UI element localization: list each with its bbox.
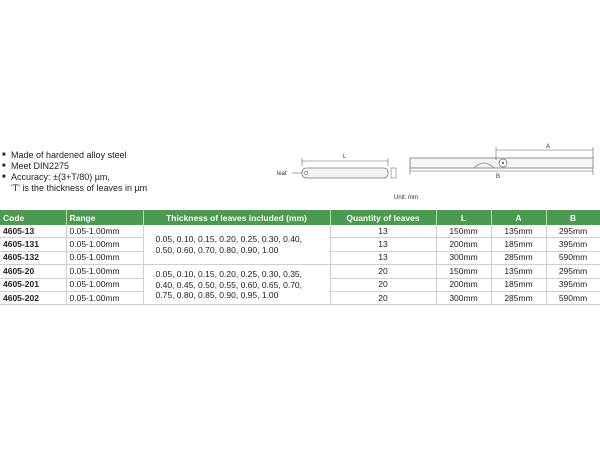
cell-L: 200mm [436,278,491,291]
cell-A: 285mm [491,291,546,304]
header-L: L [436,210,491,225]
dimension-label-B: B [496,174,501,180]
header-quantity: Quantity of leaves [330,210,436,225]
leaf-side-view [277,154,396,178]
cell-thickness-group-2: 0.05, 0.10, 0.15, 0.20, 0.25, 0.30, 0.35, 0.40, 0.45, 0.50, 0.55, 0.60, 0.65, 0.70, 0.75, 0.80, 0.85, 0.90, 0.95, 1.00 [143,265,330,305]
feature-text: Accuracy: ±(3+T/80) µm, [11,172,110,182]
bullet-icon: ■ [2,163,6,169]
cell-quantity: 13 [330,251,436,264]
cell-quantity: 13 [330,225,436,238]
table-row [0,265,600,278]
cell-range: 0.05-1.00mm [66,225,143,238]
dimension-label-L: L [343,154,347,160]
cell-A: 185mm [491,278,546,291]
cell-L: 150mm [436,225,491,238]
cell-A: 185mm [491,238,546,251]
gauge-assembly-view [410,144,593,180]
header-range: Range [66,210,143,225]
cell-L: 200mm [436,238,491,251]
feature-continuation: 'T' is the thickness of leaves in µm [11,183,148,193]
header-thickness: Thickness of leaves included (mm) [143,210,330,225]
feeler-gauge-diagram [0,0,600,210]
bullet-icon: ■ [2,174,6,180]
cell-range: 0.05-1.00mm [66,238,143,251]
leaf-label: leaf [277,171,287,177]
dimension-label-A: A [546,144,551,150]
cell-code: 4605-131 [0,238,66,251]
cell-A: 285mm [491,251,546,264]
cell-range: 0.05-1.00mm [66,291,143,304]
bullet-icon: ■ [2,152,6,158]
cell-quantity: 20 [330,291,436,304]
table-row [0,225,600,238]
pivot-center [502,162,504,164]
cell-B: 395mm [546,278,600,291]
cell-code: 4605-13 [0,225,66,238]
spec-table [0,210,600,305]
cell-L: 300mm [436,291,491,304]
cell-quantity: 13 [330,238,436,251]
cell-thickness-group-1: 0.05, 0.10, 0.15, 0.20, 0.25, 0.30, 0.40, 0.50, 0.60, 0.70, 0.80, 0.90, 1.00 [143,225,330,265]
cell-B: 295mm [546,225,600,238]
leaf-shape [302,168,388,178]
cell-B: 295mm [546,265,600,278]
feature-text: Meet DIN2275 [11,161,70,171]
unit-label: Unit: mm [394,195,418,201]
feature-text: Made of hardened alloy steel [11,150,127,160]
cell-code: 4605-132 [0,251,66,264]
table-header-row [0,210,600,225]
header-B: B [546,210,600,225]
cell-B: 590mm [546,291,600,304]
header-A: A [491,210,546,225]
cell-code: 4605-201 [0,278,66,291]
cell-code: 4605-202 [0,291,66,304]
cell-range: 0.05-1.00mm [66,251,143,264]
cell-B: 395mm [546,238,600,251]
cell-range: 0.05-1.00mm [66,265,143,278]
cell-range: 0.05-1.00mm [66,278,143,291]
cell-A: 135mm [491,265,546,278]
header-code: Code [0,210,66,225]
leaf-end-profile [391,168,396,178]
cell-L: 150mm [436,265,491,278]
cell-code: 4605-20 [0,265,66,278]
cell-B: 590mm [546,251,600,264]
cell-quantity: 20 [330,278,436,291]
cell-quantity: 20 [330,265,436,278]
cell-A: 135mm [491,225,546,238]
cell-L: 300mm [436,251,491,264]
